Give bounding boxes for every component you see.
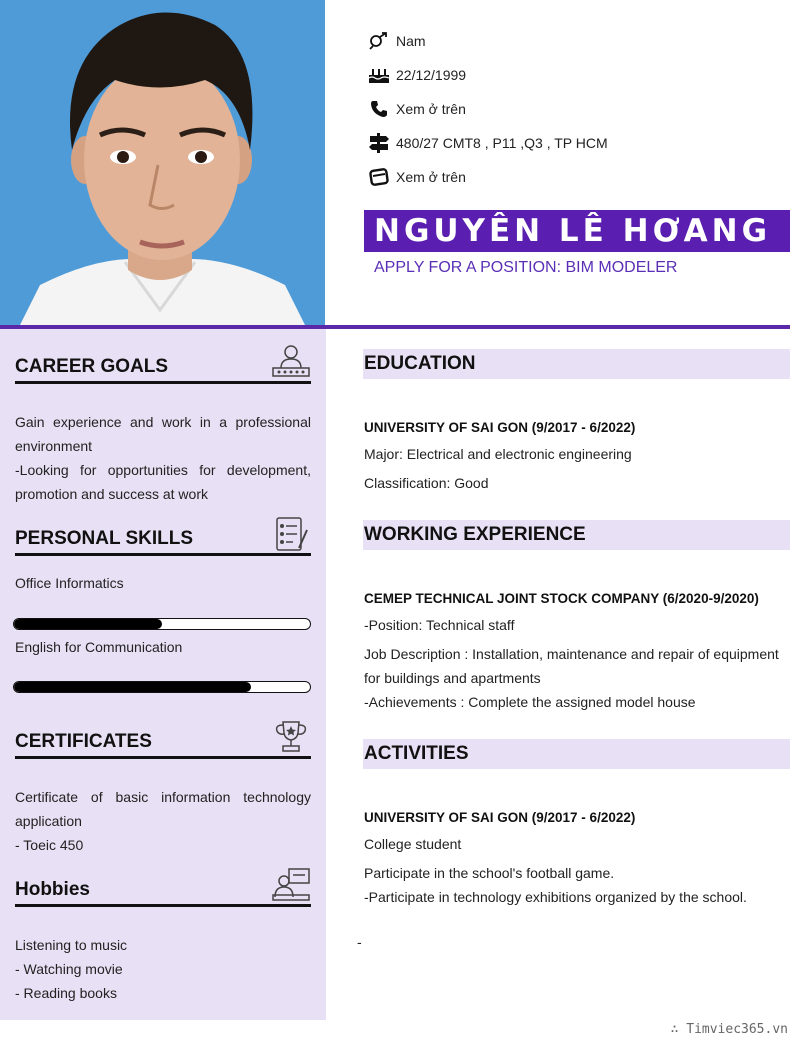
contact-gender (368, 24, 788, 58)
experience-description: Job Description : Installation, maintenance and repair of equipment for buildings and apartments (364, 646, 779, 686)
gender-text: Nam (396, 33, 426, 49)
experience-achievements: -Achievements : Complete the assigned model house (364, 694, 696, 710)
phone-text: Xem ở trên (396, 101, 466, 117)
personal-skills-title: PERSONAL SKILLS (15, 528, 194, 549)
birthday-cake-icon (368, 65, 390, 85)
personal-skills-heading (15, 524, 311, 556)
certificates-title: CERTIFICATES (15, 731, 152, 752)
checklist-icon (271, 516, 311, 552)
birthday-text: 22/12/1999 (396, 67, 467, 83)
activities-trailing-dash: - (357, 934, 362, 950)
presenter-icon (271, 344, 311, 380)
skill-label-office: Office Informatics (15, 575, 124, 591)
gender-icon (368, 31, 390, 51)
skill-bar-english (13, 681, 311, 693)
certificate-2: - Toeic 450 (15, 837, 84, 853)
address-text: 480/27 CMT8 , P11 ,Q3 , TP HCM (396, 135, 608, 151)
contact-address (368, 126, 788, 160)
contact-phone (368, 92, 788, 126)
skill-label-english: English for Communication (15, 639, 183, 655)
experience-position: -Position: Technical staff (364, 617, 515, 633)
career-goal-1: Gain experience and work in a professional environment (15, 414, 311, 454)
certificate-1: Certificate of basic information technology application (15, 789, 311, 829)
activities-item-1: Participate in the school's football game. (364, 865, 615, 881)
contact-birthday (368, 58, 788, 92)
education-school: UNIVERSITY OF SAI GON (9/2017 - 6/2022) (364, 420, 636, 435)
skill-bar-office (13, 618, 311, 630)
candidate-name: NGUYÊN LÊ HƠANG (364, 210, 790, 252)
hobbies-heading (15, 875, 311, 907)
activities-item-2: -Participate in technology exhibitions organized by the school. (364, 889, 747, 905)
education-major: Major: Electrical and electronic engineering (364, 446, 632, 462)
activities-heading: ACTIVITIES (363, 739, 790, 769)
hobby-item: - Watching movie (15, 961, 123, 977)
phone-icon (368, 99, 390, 119)
skill-fill-english (14, 682, 251, 692)
education-heading: EDUCATION (363, 349, 790, 379)
envelope-icon (368, 167, 390, 187)
trophy-icon (271, 719, 311, 755)
hobby-icon (271, 867, 311, 903)
skill-fill-office (14, 619, 162, 629)
experience-company: CEMEP TECHNICAL JOINT STOCK COMPANY (6/2020-9/2020) (364, 591, 759, 606)
contact-email (368, 160, 788, 194)
contact-info (368, 24, 788, 194)
hobbies-title: Hobbies (15, 879, 90, 900)
activities-role: College student (364, 836, 462, 852)
hobby-item: Listening to music (15, 937, 128, 953)
email-text: Xem ở trên (396, 169, 466, 185)
watermark: ∴ Timviec365.vn (670, 1022, 788, 1037)
career-goals-title: CAREER GOALS (15, 356, 169, 377)
hobby-item: - Reading books (15, 985, 117, 1001)
experience-heading: WORKING EXPERIENCE (363, 520, 790, 550)
career-goals-heading (15, 352, 311, 384)
activities-school: UNIVERSITY OF SAI GON (9/2017 - 6/2022) (364, 810, 636, 825)
career-goal-2: -Looking for opportunities for development, promotion and success at work (15, 462, 311, 502)
certificates-heading (15, 727, 311, 759)
education-classification: Classification: Good (364, 475, 489, 491)
profile-photo (0, 0, 325, 325)
applied-position: APPLY FOR A POSITION: BIM MODELER (374, 259, 678, 276)
signpost-icon (368, 133, 390, 153)
